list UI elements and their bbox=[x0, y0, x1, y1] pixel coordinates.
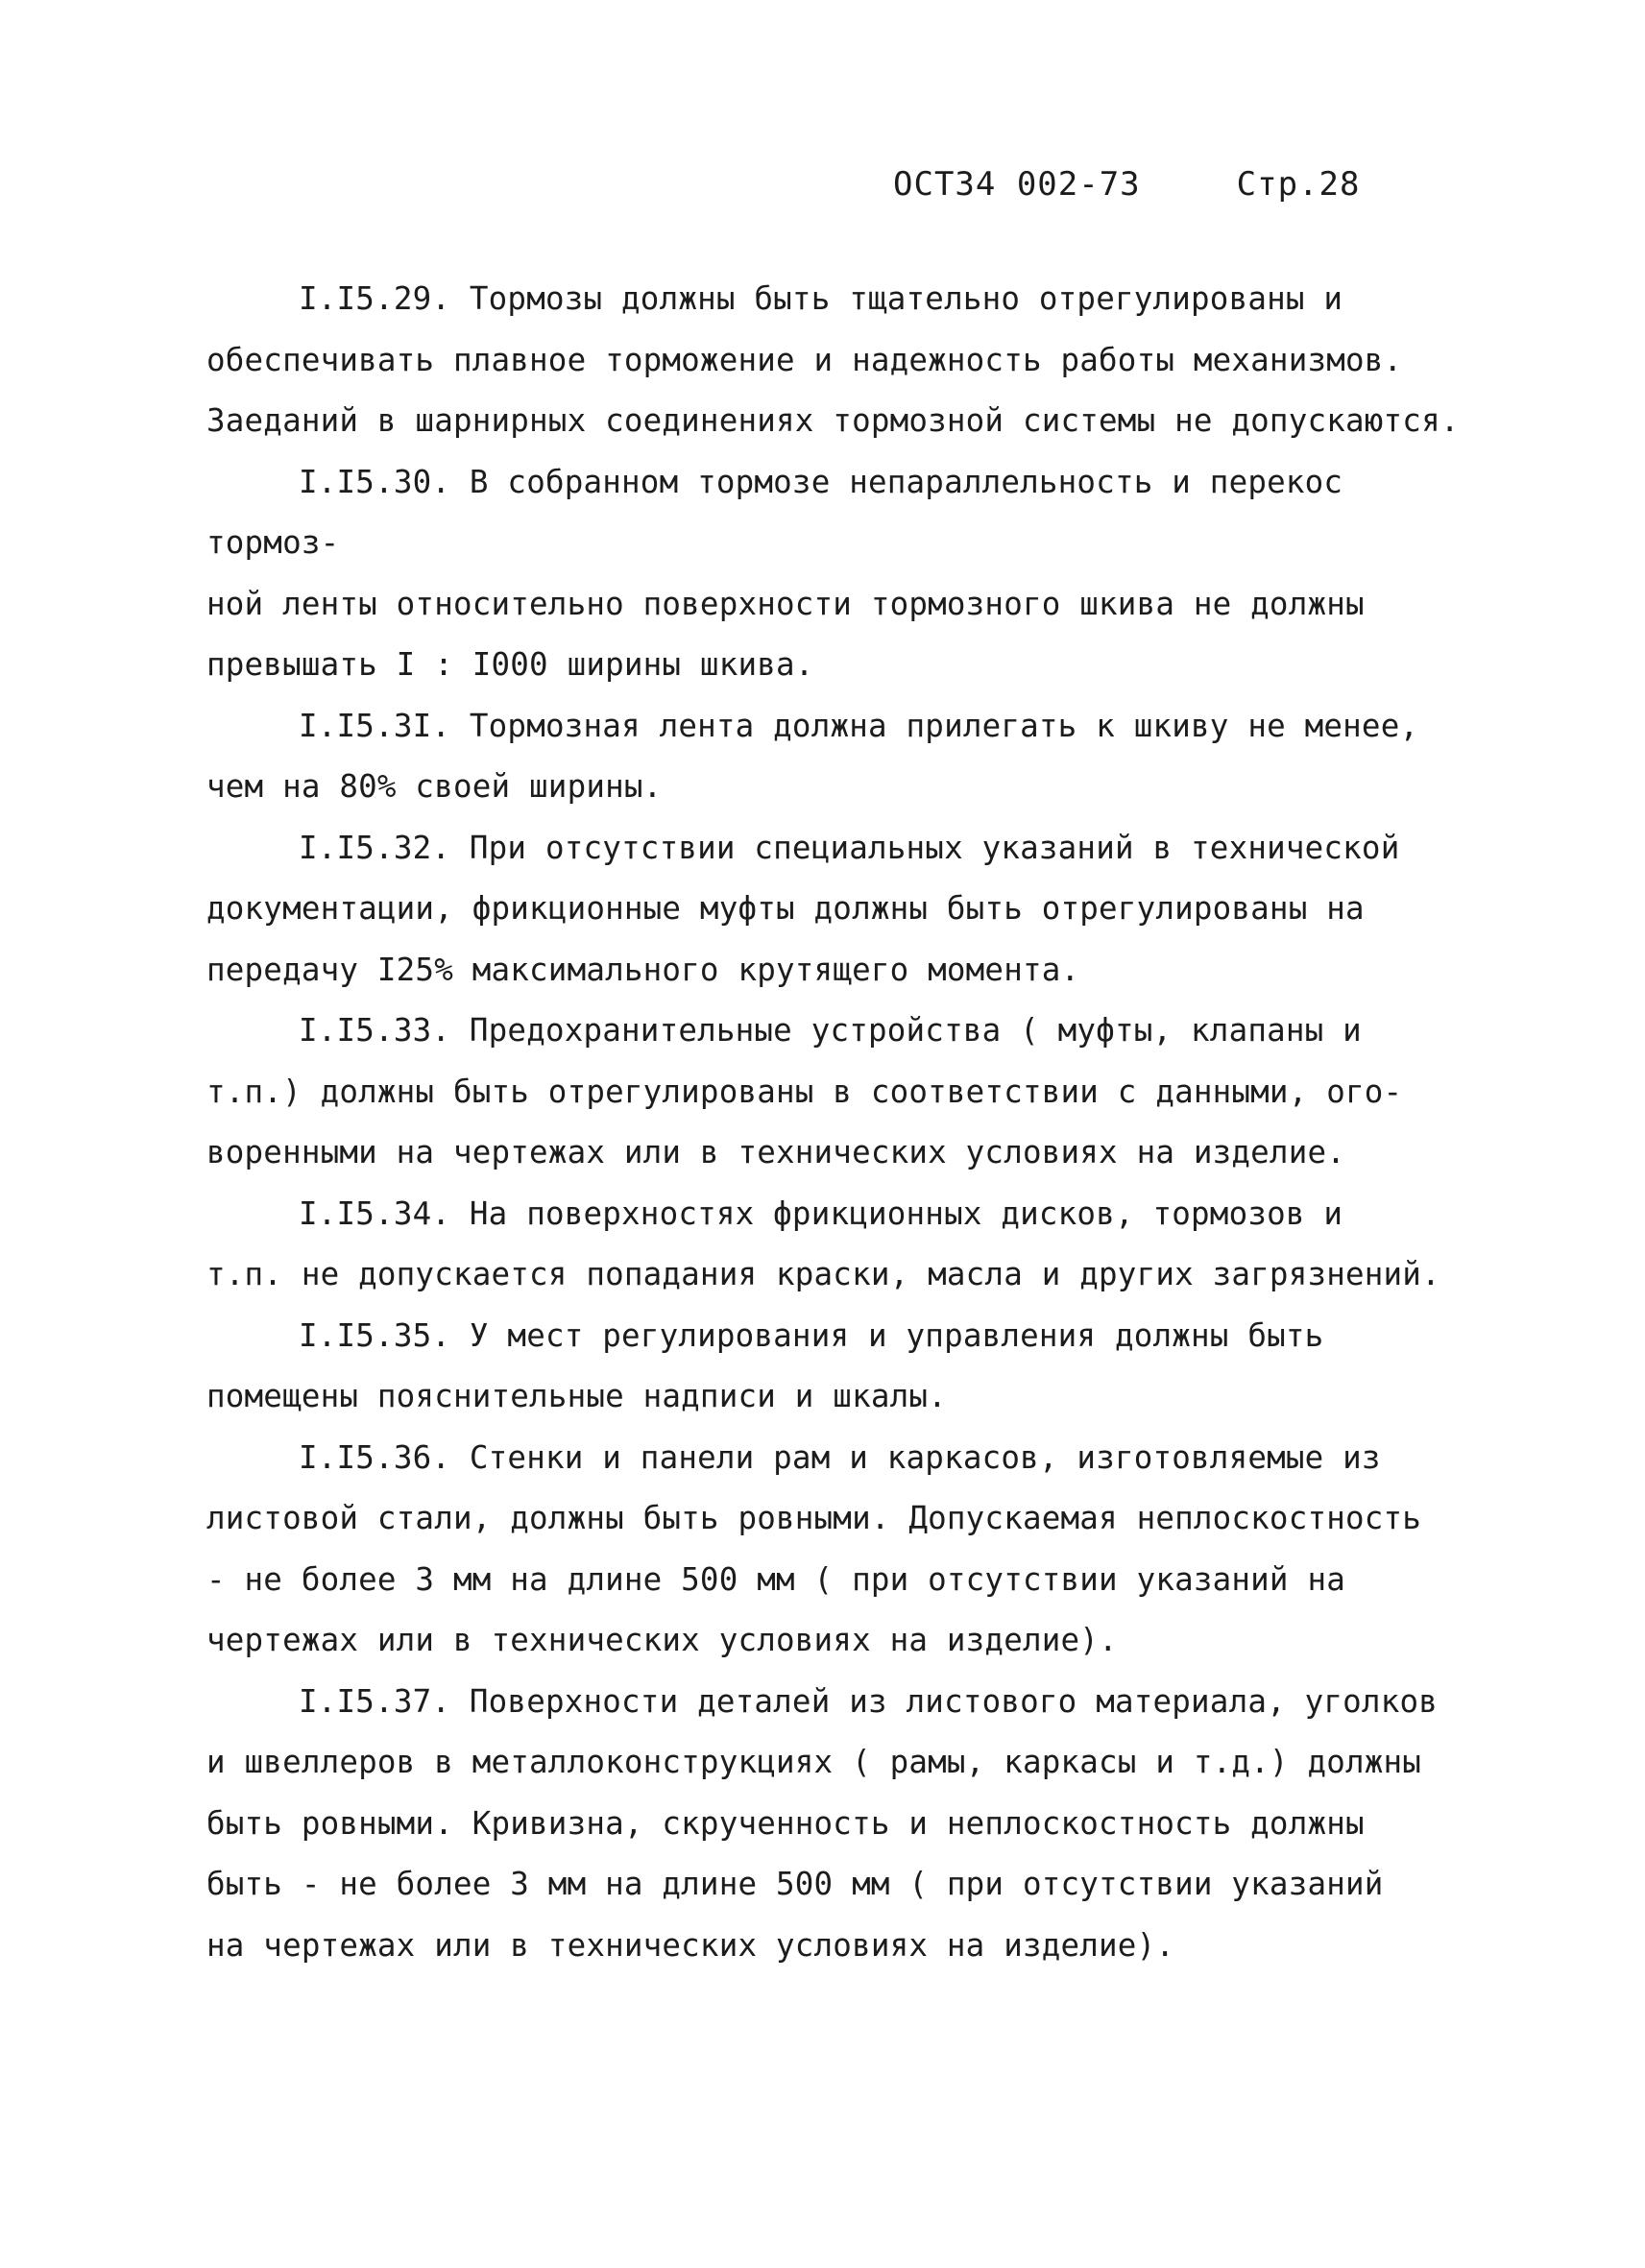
clause-1-15-33: I.I5.33. Предохранительные устройства ( муфты, клапаны и т.п.) должны быть отрегулированы в соответствии с данными, ого- воренными на чертежах или в технических условиях на изделие. bbox=[206, 1012, 1403, 1170]
clause-1-15-34: I.I5.34. На поверхностях фрикционных дисков, тормозов и т.п. не допускается попадания краски, масла и других загрязнений. bbox=[206, 1194, 1440, 1292]
clause-1-15-32: I.I5.32. При отсутствии специальных указаний в технической документации, фрикционные муфты должны быть отрегулированы на передачу I25% максимального крутящего момента. bbox=[206, 829, 1400, 988]
page-number: Стр.28 bbox=[1236, 165, 1361, 204]
page-header bbox=[893, 165, 1360, 204]
clause-1-15-36: I.I5.36. Стенки и панели рам и каркасов, изготовляемые из листовой стали, должны быть ровными. Допускаемая неплоскостность - не более 3 мм на длине 500 мм ( при отсутствии указаний на чертежах или в технических условиях на изделие). bbox=[206, 1438, 1422, 1658]
clause-1-15-37: I.I5.37. Поверхности деталей из листового материала, уголков и швеллеров в металлоконструкциях ( рамы, каркасы и т.д.) должны быть ровными. Кривизна, скрученность и неплоскостность должны быть - не более 3 мм на длине 500 мм ( при отсутствии указаний на чертежах или в технических условиях на изделие). bbox=[206, 1682, 1438, 1964]
document-body bbox=[206, 269, 1464, 1976]
clause-1-15-31: I.I5.3I. Тормозная лента должна прилегать к шкиву не менее, чем на 80% своей ширины. bbox=[206, 707, 1419, 805]
document-code: ОСТ34 002-73 bbox=[893, 165, 1141, 204]
clause-1-15-35: I.I5.35. У мест регулирования и управления должны быть помещены пояснительные надписи и шкалы. bbox=[206, 1316, 1324, 1414]
clause-1-15-30: I.I5.30. В собранном тормозе непараллельность и перекос тормоз- ной ленты относительно поверхности тормозного шкива не должны превышать I : I000 ширины шкива. bbox=[206, 463, 1365, 683]
clause-1-15-29: I.I5.29. Тормозы должны быть тщательно отрегулированы и обеспечивать плавное торможение и надежность работы механизмов. Заеданий в шарнирных соединениях тормозной системы не допускаются. bbox=[206, 280, 1460, 439]
